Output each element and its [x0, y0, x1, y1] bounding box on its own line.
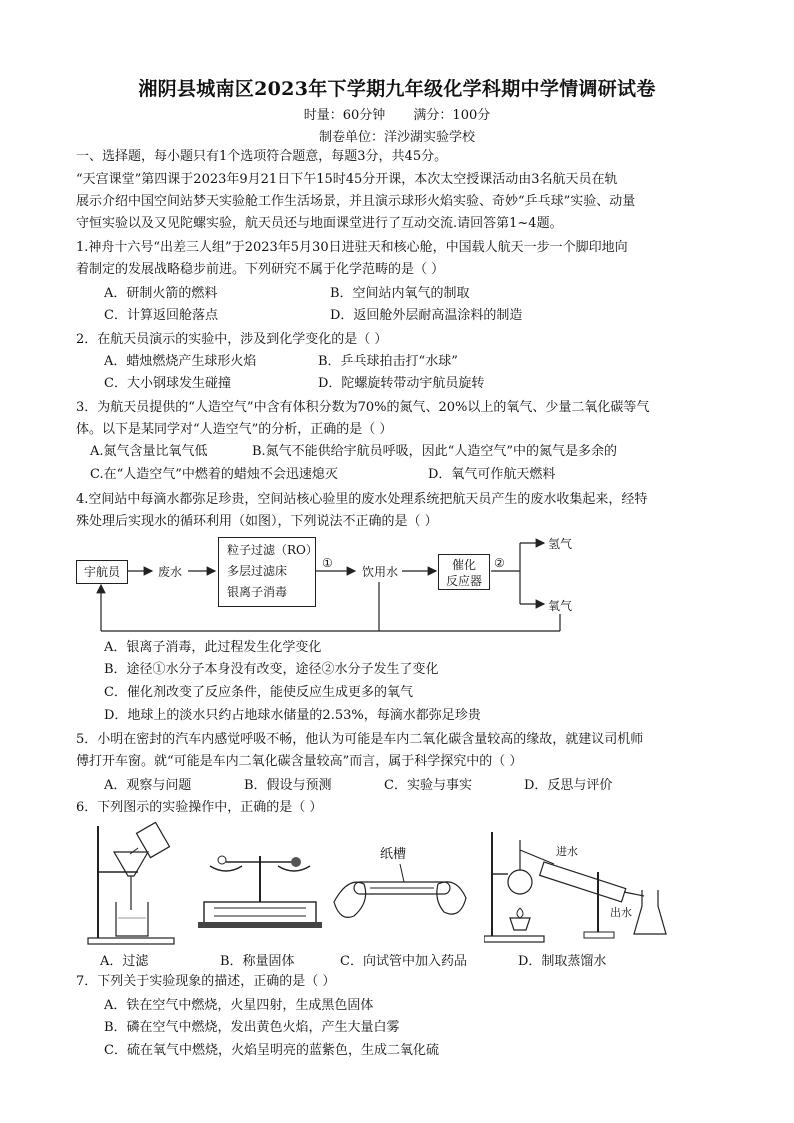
option-c[interactable]: C．计算返回舱落点: [104, 308, 218, 323]
question-stem: 6．下列图示的实验操作中，正确的是（ ）: [76, 800, 323, 815]
test-tube-illustration: [330, 862, 470, 926]
paper-slot-label: 纸槽: [380, 847, 407, 862]
exam-title: 湘阴县城南区2023年下学期九年级化学科期中学情调研试卷: [138, 78, 656, 100]
time-limit: 时量：60分钟: [303, 108, 386, 123]
option-b[interactable]: B．假设与预测: [244, 778, 332, 793]
process-step: 银离子消毒: [227, 585, 288, 599]
option-b[interactable]: B．称量固体: [220, 954, 295, 969]
option-a[interactable]: A．铁在空气中燃烧，火星四射，生成黑色固体: [104, 998, 374, 1013]
hydrogen-label: 氢气: [548, 537, 573, 551]
option-d[interactable]: D．陀螺旋转带动宇航员旋转: [318, 376, 485, 391]
option-c[interactable]: C．大小钢球发生碰撞: [104, 376, 231, 391]
option-d[interactable]: D．返回舱外层耐高温涂料的制造: [330, 308, 523, 323]
option-d[interactable]: D．反思与评价: [524, 778, 613, 793]
question-stem: 5．小明在密封的汽车内感觉呼吸不畅，他认为可能是车内二氧化碳含量较高的缘故，就建议司机师: [76, 732, 644, 747]
question-stem: 殊处理后实现水的循环利用（如图），下列说法不正确的是（ ）: [76, 514, 438, 529]
option-d[interactable]: D．氧气可作航天燃料: [428, 467, 556, 482]
reactor-line: 催化: [451, 558, 476, 572]
option-a[interactable]: A．蜡烛燃烧产生球形火焰: [104, 354, 257, 369]
full-score: 满分：100分: [413, 108, 491, 123]
process-step: 多层过滤床: [227, 564, 288, 578]
filter-process-box: [218, 537, 316, 607]
option-b[interactable]: B．途径①水分子本身没有改变，途径②水分子发生了变化: [104, 662, 439, 677]
option-b[interactable]: B．乒乓球拍击打“水球”: [318, 354, 458, 369]
exam-unit: 制卷单位：洋沙湖实验学校: [318, 130, 475, 145]
balance-illustration: [196, 842, 324, 930]
distillation-illustration: [484, 826, 674, 944]
route-1-label: ①: [322, 556, 333, 570]
question-stem: 7．下列关于实验现象的描述，正确的是（ ）: [76, 974, 336, 989]
question-stem: 3．为航天员提供的“人造空气”中含有体积分数为70%的氮气、20%以上的氧气、少量二氧化碳等气: [76, 400, 650, 415]
option-d[interactable]: D．地球上的淡水只约占地球水储量的2.53%，每滴水都弥足珍贵: [104, 708, 481, 723]
option-d[interactable]: D．制取蒸馏水: [518, 954, 607, 969]
filtration-illustration: [86, 822, 182, 946]
astronaut-box: 宇航员: [76, 560, 128, 584]
catalytic-reactor-box: [438, 554, 490, 590]
option-c[interactable]: C．催化剂改变了反应条件，能使反应生成更多的氧气: [104, 685, 413, 700]
passage-line: 展示介绍中国空间站梦天实验舱工作生活场景，并且演示球形火焰实验、奇妙“乒乓球”实验、动量: [76, 194, 636, 209]
drinking-water-label: 饮用水: [362, 565, 399, 579]
question-stem: 1.神舟十六号“出差三人组”于2023年5月30日进驻天和核心舱，中国载人航天一步一个脚印地向: [76, 240, 628, 255]
question-stem: 4.空间站中每滴水都弥足珍贵，空间站核心验里的废水处理系统把航天员产生的废水收集起来，经特: [76, 492, 648, 507]
option-c[interactable]: C.在“人造空气”中燃着的蜡烛不会迅速熄灭: [90, 467, 338, 482]
water-out-label: 出水: [610, 906, 632, 919]
option-c[interactable]: C．实验与事实: [384, 778, 472, 793]
wastewater-label: 废水: [158, 565, 183, 579]
option-a[interactable]: A．观察与问题: [104, 778, 192, 793]
passage-line: “天宫课堂”第四课于2023年9月21日下午15时45分开课，本次太空授课活动由3名航天员在轨: [76, 172, 618, 187]
reactor-line: 反应器: [445, 574, 482, 588]
oxygen-label: 氧气: [548, 599, 573, 613]
process-step: 粒子过滤（RO）: [227, 543, 318, 557]
option-a[interactable]: A.氮气含量比氧气低: [90, 444, 208, 459]
water-in-label: 进水: [556, 845, 578, 858]
option-a[interactable]: A．过滤: [100, 954, 149, 969]
option-a[interactable]: A．银离子消毒，此过程发生化学变化: [104, 640, 322, 655]
question-stem: 傅打开车窗。就“可能是车内二氧化碳含量较高”而言，属于科学探究中的（ ）: [76, 754, 523, 769]
option-c[interactable]: C．硫在氧气中燃烧，火焰呈明亮的蓝紫色，生成二氧化硫: [104, 1043, 439, 1058]
option-b[interactable]: B.氮气不能供给宇航员呼吸，因此“人造空气”中的氮气是多余的: [252, 444, 617, 459]
option-b[interactable]: B．磷在空气中燃烧，发出黄色火焰，产生大量白雾: [104, 1020, 400, 1035]
option-b[interactable]: B．空间站内氧气的制取: [330, 286, 470, 301]
section-heading: 一、选择题，每小题只有1个选项符合题意，每题3分，共45分。: [76, 149, 448, 164]
question-stem: 2．在航天员演示的实验中，涉及到化学变化的是（ ）: [76, 332, 388, 347]
question-stem: 着制定的发展战略稳步前进。下列研究不属于化学范畴的是（ ）: [76, 262, 445, 277]
question-stem: 体。以下是某同学对“人造空气”的分析，正确的是（ ）: [76, 422, 393, 437]
option-a[interactable]: A．研制火箭的燃料: [104, 286, 218, 301]
option-c[interactable]: C．向试管中加入药品: [340, 954, 467, 969]
route-2-label: ②: [494, 556, 505, 570]
passage-line: 守恒实验以及又见陀螺实验，航天员还与地面课堂进行了互动交流.请回答第1~4题。: [76, 216, 563, 231]
